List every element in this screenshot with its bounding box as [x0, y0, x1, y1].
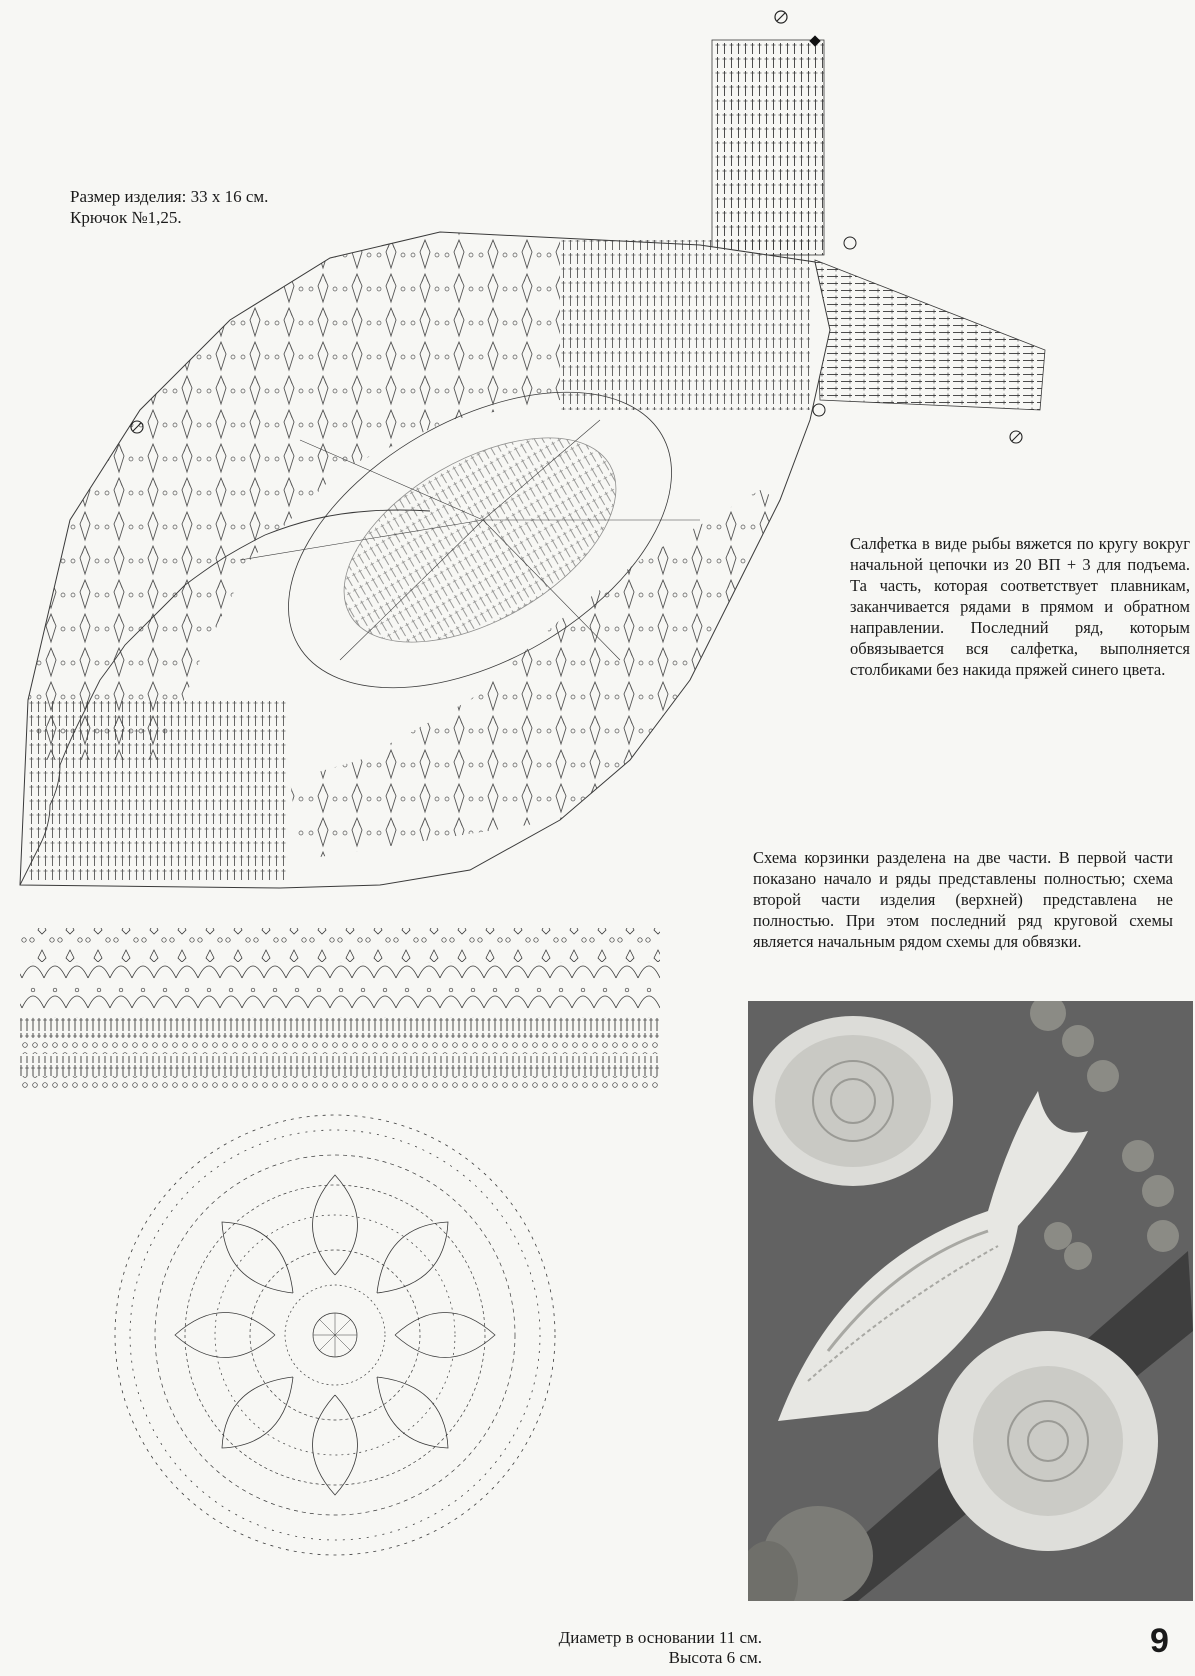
basket-description: Схема корзинки разделена на две части. В первой части показано начало и ряды представлены полностью; схема второй части изделия (верхней) представлена не полностью. При этом последний ряд круговой схемы является начальным рядом схемы для обвязки.	[753, 848, 1173, 951]
basket-crochet-diagram	[0, 920, 700, 1620]
basket-caption	[480, 1628, 762, 1668]
fish-description: Салфетка в виде рыбы вяжется по кругу вокруг начальной цепочки из 20 ВП + 3 для подъема. Та часть, которая соответствует плавникам, заканчивается рядами в прямом и обратном направлении. Последний ряд, которым обвязывается вся салфетка, выполняется столбиками без накида пряжей синего цвета.	[850, 534, 1190, 679]
hook-size: Крючок №1,25.	[70, 208, 182, 227]
page-number: 9	[1150, 1622, 1169, 1660]
basket-diameter: Диаметр в основании 11 см.	[558, 1628, 762, 1647]
product-photo	[748, 1001, 1193, 1601]
photo-illustration	[748, 1001, 1193, 1601]
product-size: Размер изделия: 33 х 16 см.	[70, 187, 269, 206]
basket-height: Высота 6 см.	[668, 1648, 762, 1667]
